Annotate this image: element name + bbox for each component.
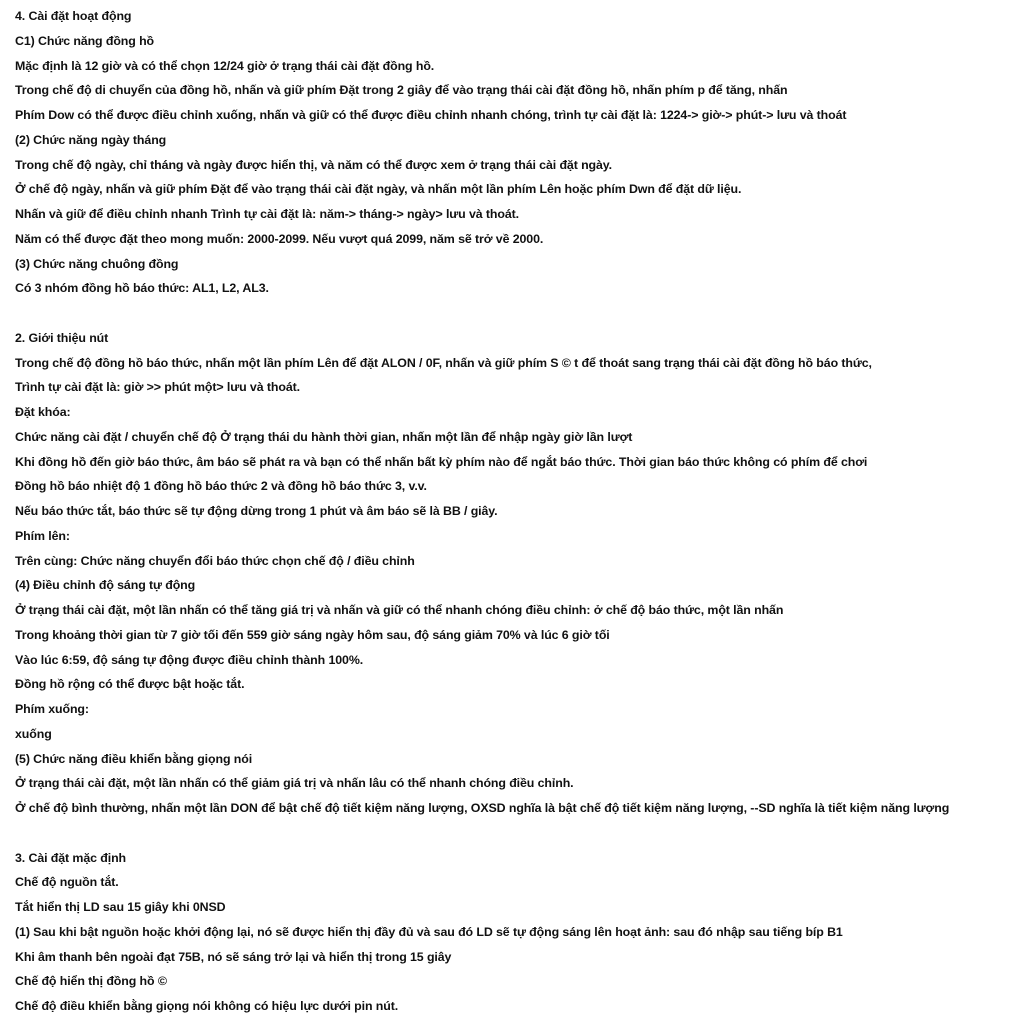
text-line: Trình tự cài đặt là: giờ >> phút một> lưu và thoát. [15, 380, 300, 395]
text-line: Ở chế độ bình thường, nhấn một lần DON để bật chế độ tiết kiệm năng lượng, OXSD nghĩa là bật chế độ tiết kiệm năng lượng, --SD nghĩa là tiết kiệm năng lượng [15, 801, 950, 815]
text-line: Mặc định là 12 giờ và có thể chọn 12/24 giờ ở trạng thái cài đặt đồng hồ. [15, 58, 435, 73]
text-line: Trong khoảng thời gian từ 7 giờ tối đến 559 giờ sáng ngày hôm sau, độ sáng giảm 70% và lúc 6 giờ tối [15, 627, 610, 642]
text-line: xuống [15, 726, 52, 741]
text-line: Ở trạng thái cài đặt, một lần nhấn có thể giảm giá trị và nhấn lâu có thể nhanh chóng điều chỉnh. [15, 776, 574, 791]
text-line: Đồng hồ báo nhiệt độ 1 đồng hồ báo thức 2 và đồng hồ báo thức 3, v.v. [15, 479, 427, 494]
section-heading-button-intro: 2. Giới thiệu nút [15, 330, 109, 345]
text-line: Đồng hồ rộng có thể được bật hoặc tắt. [15, 677, 245, 692]
text-line: Phím Dow có thể được điều chỉnh xuống, nhấn và giữ có thể được điều chỉnh nhanh chóng, trình tự cài đặt là: 1224-> giờ-> phút-> lưu và thoát [15, 108, 847, 122]
text-line: Có 3 nhóm đồng hồ báo thức: AL1, L2, AL3. [15, 281, 269, 296]
subheading-up-key: Phím lên: [15, 528, 70, 543]
text-line: Nếu báo thức tắt, báo thức sẽ tự động dừng trong 1 phút và âm báo sẽ là BB / giây. [15, 504, 498, 518]
blank-line [15, 301, 1014, 326]
text-line: Năm có thể được đặt theo mong muốn: 2000-2099. Nếu vượt quá 2099, năm sẽ trở về 2000. [15, 231, 544, 246]
text-line: Khi đồng hồ đến giờ báo thức, âm báo sẽ phát ra và bạn có thể nhấn bất kỳ phím nào để ngắt báo thức. Thời gian báo thức không có phím để chơi [15, 454, 868, 469]
text-line: Trong chế độ đồng hồ báo thức, nhấn một lần phím Lên để đặt ALON / 0F, nhấn và giữ phím S © t để thoát sang trạng thái cài đặt đồng hồ báo thức, [15, 355, 872, 370]
text-line: Nhấn và giữ để điều chỉnh nhanh Trình tự cài đặt là: năm-> tháng-> ngày> lưu và thoát. [15, 207, 520, 221]
section-heading-default-settings: 3. Cài đặt mặc định [15, 850, 127, 865]
text-line: Chế độ hiển thị đồng hồ © [15, 974, 167, 989]
text-line: (1) Sau khi bật nguồn hoặc khởi động lại, nó sẽ được hiển thị đầy đủ và sau đó LD sẽ tự động sáng lên hoạt ảnh: sau đó nhập sau tiếng bíp B1 [15, 924, 843, 939]
section-heading-operation-settings: 4. Cài đặt hoạt động [15, 9, 132, 23]
subheading-auto-brightness: (4) Điều chỉnh độ sáng tự động [15, 578, 196, 593]
blank-line [15, 821, 1014, 846]
subheading-down-key: Phím xuống: [15, 702, 89, 716]
text-line: Vào lúc 6:59, độ sáng tự động được điều chỉnh thành 100%. [15, 652, 364, 667]
text-line: Ở chế độ ngày, nhấn và giữ phím Đặt để vào trạng thái cài đặt ngày, và nhấn một lần phím Lên hoặc phím Dwn để đặt dữ liệu. [15, 182, 742, 197]
text-line: Ở trạng thái cài đặt, một lần nhấn có thể tăng giá trị và nhấn và giữ có thể nhanh chóng điều chỉnh: ở chế độ báo thức, một lần nhấn [15, 603, 784, 617]
subheading-alarm-function: (3) Chức năng chuông đồng [15, 256, 179, 271]
text-line: Trên cùng: Chức năng chuyển đổi báo thức chọn chế độ / điều chỉnh [15, 553, 415, 568]
text-line: Chức năng cài đặt / chuyển chế độ Ở trạng thái du hành thời gian, nhấn một lần để nhập ngày giờ lần lượt [15, 429, 633, 444]
subheading-date-function: (2) Chức năng ngày tháng [15, 132, 167, 147]
text-line: Trong chế độ di chuyển của đồng hồ, nhấn và giữ phím Đặt trong 2 giây để vào trạng thái cài đặt đồng hồ, nhấn phím p để tăng, nhấn [15, 83, 788, 98]
subheading-clock-function: C1) Chức năng đồng hồ [15, 33, 155, 48]
text-line: Tắt hiển thị LD sau 15 giây khi 0NSD [15, 900, 226, 914]
text-line: Khi âm thanh bên ngoài đạt 75B, nó sẽ sáng trở lại và hiển thị trong 15 giây [15, 949, 452, 964]
text-line: Trong chế độ ngày, chỉ tháng và ngày được hiển thị, và năm có thể được xem ở trạng thái cài đặt ngày. [15, 157, 613, 172]
text-line: Chế độ nguồn tắt. [15, 875, 119, 890]
subheading-set-key: Đặt khóa: [15, 405, 71, 419]
text-line: Chế độ điều khiển bằng giọng nói không có hiệu lực dưới pin nút. [15, 999, 399, 1013]
subheading-voice-control: (5) Chức năng điều khiển bằng giọng nói [15, 751, 253, 766]
